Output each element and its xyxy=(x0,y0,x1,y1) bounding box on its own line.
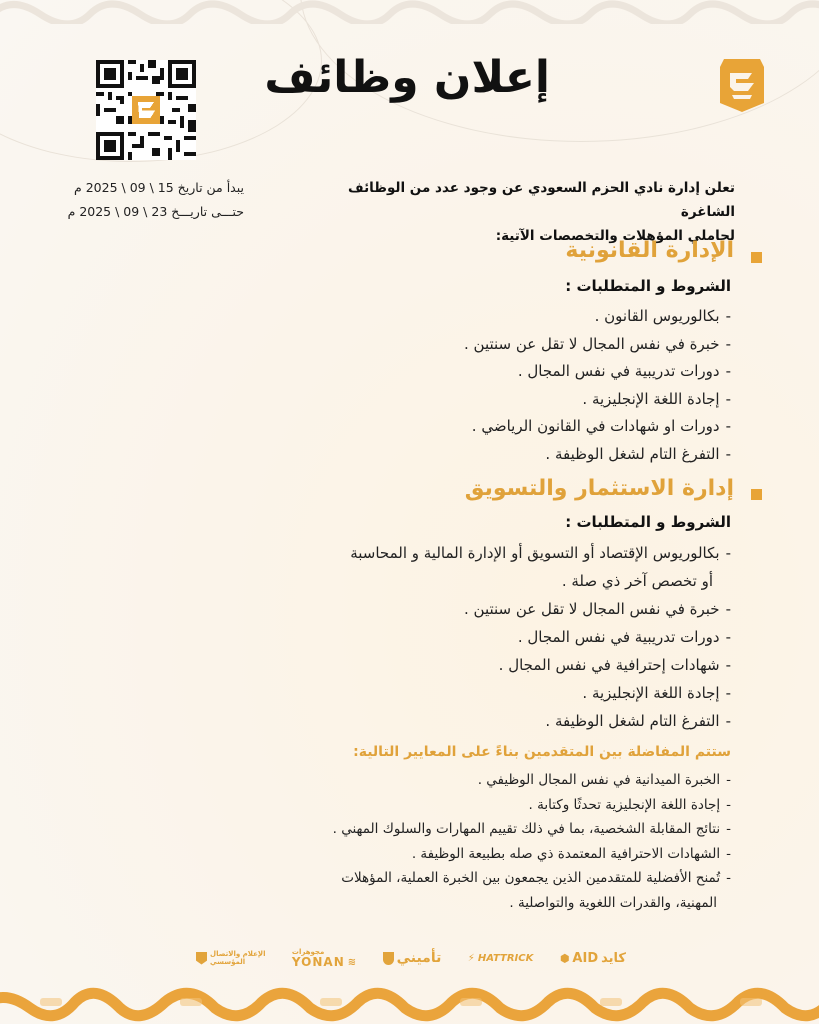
list-item: -شهادات إحترافية في نفس المجال . xyxy=(498,656,731,674)
page-title: إعلان وظائف xyxy=(264,52,550,103)
list-item: -دورات او شهادات في القانون الرياضي . xyxy=(471,417,731,435)
investment-requirements-list xyxy=(350,539,731,735)
section-bullet-icon xyxy=(751,489,762,500)
criteria-title: ستتم المفاضلة بين المتقدمين بناءً على المعايير التالية: xyxy=(353,744,731,760)
application-dates xyxy=(30,176,244,224)
end-date: حتـــى تاريـــخ 23 \ 09 \ 2025 م xyxy=(67,204,244,219)
sponsor-media[interactable]: الإعلام والاتصال المؤسسي xyxy=(196,950,265,966)
sponsor-hattrick[interactable]: ⚡ HATTRICK xyxy=(467,952,534,964)
list-item: -دورات تدريبية في نفس المجال . xyxy=(517,628,731,646)
bottom-pattern-strip xyxy=(0,980,819,1024)
criteria-list xyxy=(333,768,731,915)
list-item-continuation: أو تخصص آخر ذي صلة . xyxy=(561,572,713,590)
list-item: -التفرغ التام لشغل الوظيفة . xyxy=(545,712,731,730)
club-logo-icon xyxy=(718,57,766,113)
section-subtitle: الشروط و المتطلبات : xyxy=(565,277,731,295)
media-logo-icon xyxy=(196,952,207,965)
list-item: -نتائج المقابلة الشخصية، بما في ذلك تقييم المهارات والسلوك المهني . xyxy=(332,821,731,837)
intro-line: تعلن إدارة نادي الحزم السعودي عن وجود عدد من الوظائف الشاغرة xyxy=(348,180,735,220)
list-item: -دورات تدريبية في نفس المجال . xyxy=(517,362,731,380)
start-date: يبدأ من تاريخ 15 \ 09 \ 2025 م xyxy=(74,180,244,195)
sponsor-kaid[interactable]: ⬢ AID كايد xyxy=(559,950,626,966)
sponsors-bar xyxy=(196,946,626,970)
tameeni-logo-icon xyxy=(383,952,394,965)
sponsor-tameeni[interactable]: تأميني xyxy=(383,950,442,966)
list-item: -التفرغ التام لشغل الوظيفة . xyxy=(545,444,731,463)
section-title-legal: الإدارة القانونية xyxy=(565,238,734,263)
qr-code-icon[interactable] xyxy=(96,60,196,160)
list-item: -إجادة اللغة الإنجليزية . xyxy=(582,389,731,408)
list-item: -بكالوريوس القانون . xyxy=(594,307,731,325)
list-item: -الخبرة الميدانية في نفس المجال الوظيفي . xyxy=(477,772,731,788)
intro-line: لحاملي المؤهلات والتخصصات الآتية: xyxy=(495,228,735,244)
list-item: -إجادة اللغة الإنجليزية تحدثًا وكتابة . xyxy=(528,796,731,813)
hattrick-logo-icon: ⚡ xyxy=(467,952,475,964)
legal-requirements-list xyxy=(464,303,731,468)
section-subtitle: الشروط و المتطلبات : xyxy=(565,513,731,531)
list-item: -خبرة في نفس المجال لا تقل عن سنتين . xyxy=(463,334,731,353)
list-item: -خبرة في نفس المجال لا تقل عن سنتين . xyxy=(463,600,731,618)
top-pattern-strip xyxy=(0,0,819,24)
section-title-investment: إدارة الاستثمار والتسويق xyxy=(464,476,734,501)
list-item: -تُمنح الأفضلية للمتقدمين الذين يجمعون بين الخبرة العملية، المؤهلات xyxy=(341,870,731,886)
list-item: -بكالوريوس الإقتصاد أو التسويق أو الإدارة المالية و المحاسبة xyxy=(350,544,731,562)
list-item-continuation: المهنية، والقدرات اللغوية والتواصلية . xyxy=(509,894,717,911)
kaid-logo-icon: ⬢ xyxy=(559,951,570,965)
list-item: -إجادة اللغة الإنجليزية . xyxy=(582,684,731,702)
list-item: -الشهادات الاحترافية المعتمدة ذي صله بطبيعة الوظيفة . xyxy=(411,845,731,862)
section-bullet-icon xyxy=(751,252,762,263)
sponsor-yonan[interactable]: مجوهرات YONAN ≋ xyxy=(291,948,357,969)
yonan-logo-icon: ≋ xyxy=(347,956,357,968)
